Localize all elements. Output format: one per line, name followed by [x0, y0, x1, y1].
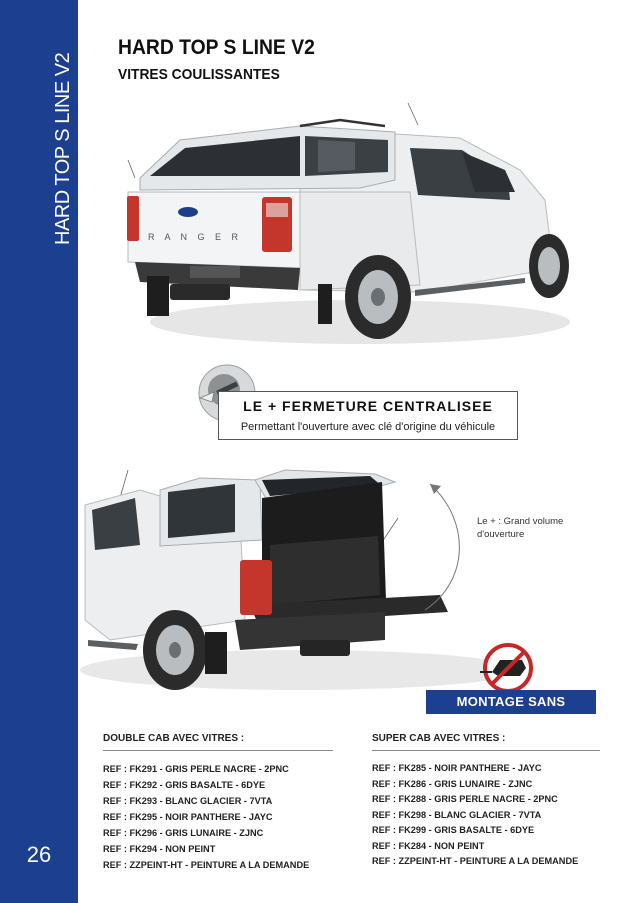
- callout-subtitle: Permettant l'ouverture avec clé d'origine du véhicule: [240, 421, 496, 433]
- central-locking-callout: [218, 391, 518, 440]
- double-cab-section: [103, 733, 343, 873]
- no-drill-badge: MONTAGE SANS PERCAGE: [426, 690, 596, 714]
- note-line-2: d'ouverture: [477, 529, 525, 540]
- super-cab-ref: REF : FK284 - NON PEINT: [372, 840, 485, 851]
- super-cab-ref: REF : FK285 - NOIR PANTHERE - JAYC: [372, 763, 542, 773]
- open-arrow: [425, 484, 459, 610]
- super-cab-ref: REF : FK299 - GRIS BASALTE - 6DYE: [372, 825, 535, 835]
- page-number: 26: [26, 842, 52, 867]
- double-cab-ref: REF : FK292 - GRIS BASALTE - 6DYE: [103, 780, 266, 790]
- double-cab-ref: REF : FK295 - NOIR PANTHERE - JAYC: [103, 812, 273, 822]
- double-cab-ref: REF : FK294 - NON PEINT: [103, 844, 216, 854]
- double-cab-ref: REF : FK293 - BLANC GLACIER - 7VTA: [103, 796, 273, 806]
- rear-wheel: [345, 255, 411, 339]
- double-cab-ref: REF : ZZPEINT-HT - PEINTURE A LA DEMANDE: [103, 860, 310, 870]
- front-wheel: [529, 234, 569, 298]
- page-title: HARD TOP S LINE V2: [118, 36, 315, 59]
- double-cab-ref: REF : FK291 - GRIS PERLE NACRE - 2PNC: [103, 764, 289, 774]
- callout-title: LE + FERMETURE CENTRALISEE: [243, 398, 493, 414]
- super-cab-ref: REF : ZZPEINT-HT - PEINTURE A LA DEMANDE: [372, 856, 579, 866]
- note-line-1: Le + : Grand volume: [477, 516, 564, 527]
- super-cab-ref: REF : FK286 - GRIS LUNAIRE - ZJNC: [372, 778, 533, 789]
- truck-open-image: [80, 470, 520, 690]
- open-volume-note: [477, 515, 587, 541]
- truck-closed-image: [127, 103, 570, 344]
- super-cab-ref: REF : FK288 - GRIS PERLE NACRE - 2PNC: [372, 794, 558, 804]
- sidebar-title: HARD TOP S LINE V2: [52, 52, 74, 245]
- super-cab-ref: REF : FK298 - BLANC GLACIER - 7VTA: [372, 809, 542, 820]
- double-cab-ref: REF : FK296 - GRIS LUNAIRE - ZJNC: [103, 828, 264, 838]
- super-cab-section: [372, 733, 612, 870]
- ranger-badge: R A N G E R: [148, 232, 243, 242]
- page-subtitle: VITRES COULISSANTES: [118, 66, 280, 83]
- super-cab-heading: SUPER CAB AVEC VITRES :: [372, 733, 600, 751]
- double-cab-heading: DOUBLE CAB AVEC VITRES :: [103, 733, 333, 751]
- no-drill-icon: [480, 645, 531, 691]
- open-truck-wheel: [143, 610, 207, 690]
